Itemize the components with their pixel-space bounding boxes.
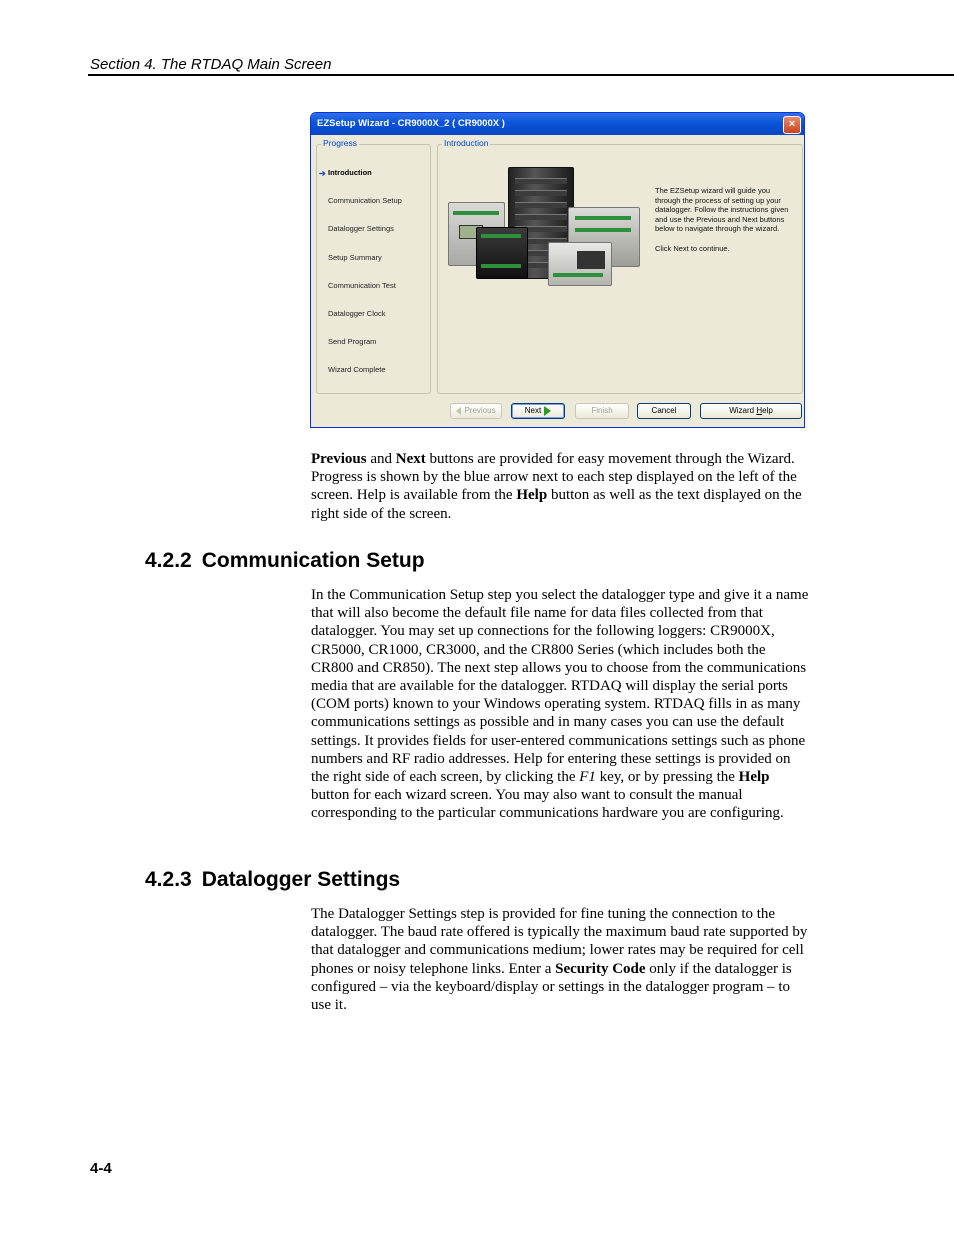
previous-button[interactable]: Previous: [450, 403, 502, 419]
wizard-screenshot: [310, 112, 805, 428]
progress-label: Progress: [323, 138, 358, 148]
page-number: 4-4: [90, 1160, 112, 1177]
wizard-title: EZSetup Wizard - CR9000X_2 ( CR9000X ): [317, 118, 505, 129]
arrow-left-icon: [456, 407, 461, 415]
step-send-program: Send Program: [328, 337, 377, 347]
step-communication-setup: Communication Setup: [328, 196, 402, 206]
section-heading-4-2-3: 4.2.3 Datalogger Settings: [145, 868, 401, 891]
wizard-titlebar: [311, 113, 804, 135]
introduction-text: The EZSetup wizard will guide you through the process of setting up your datalogger. Follow the instructions given and use the Previous and Next buttons below to navigate through the wizard. Click Next to continue.: [655, 186, 789, 253]
arrow-right-icon: ➔: [319, 169, 326, 178]
progress-panel: [316, 138, 431, 394]
header-rule: [88, 74, 954, 76]
datalogger-illustration: [448, 167, 648, 297]
datalogger-settings-paragraph: The Datalogger Settings step is provided for fine tuning the connection to the datalogger. The baud rate offered is typically the maximum baud rate supported by that datalogger and communications medium; lower rates may be required for cell phones or noisy telephone links. Enter a Security Code only if the datalogger is configured – via the keyboard/display or settings in the datalogger program – to use it.: [311, 906, 808, 1014]
step-datalogger-settings: Datalogger Settings: [328, 224, 394, 234]
arrow-right-icon: [544, 406, 551, 416]
step-introduction: ➔ Introduction: [319, 168, 372, 178]
introduction-panel: [437, 138, 803, 394]
introduction-label: Introduction: [444, 138, 489, 148]
next-button[interactable]: Next: [511, 403, 565, 419]
section-heading-4-2-2: 4.2.2 Communication Setup: [145, 549, 425, 572]
caption-paragraph: Previous and Next buttons are provided for easy movement through the Wizard. Progress is shown by the blue arrow next to each step displayed on the left of the screen. Help is available from the Help button as well as the text displayed on the right side of the screen.: [311, 451, 802, 522]
wizard-help-button[interactable]: Wizard Help: [700, 403, 802, 419]
close-icon[interactable]: ×: [783, 116, 801, 134]
finish-button[interactable]: Finish: [575, 403, 629, 419]
step-wizard-complete: Wizard Complete: [328, 365, 386, 375]
running-header: Section 4. The RTDAQ Main Screen: [90, 56, 332, 73]
wizard-button-row: [311, 402, 804, 422]
cancel-button[interactable]: Cancel: [637, 403, 691, 419]
progress-steps: [317, 168, 430, 394]
datalogger-image: [476, 227, 528, 279]
step-communication-test: Communication Test: [328, 280, 396, 290]
communication-setup-paragraph: In the Communication Setup step you select the datalogger type and give it a name that will also become the default file name for data files collected from that datalogger. You may set up connections for the following loggers: CR9000X, CR5000, CR1000, CR3000, and the CR800 Series (which includes both the CR800 and CR850). The next step allows you to choose from the communications media that are available for the datalogger. RTDAQ will display the serial ports (COM ports) known to your Windows operating system. RTDAQ fills in as many communications settings as possible and in many cases you can use the default settings. It provides fields for user-entered communications settings such as phone numbers and RF radio addresses. Help for entering these settings is provided on the right side of each screen, by clicking the F1 key, or by pressing the Help button for each wizard screen. You may also want to consult the manual corresponding to the particular communications hardware you are configuring.: [311, 587, 809, 822]
step-datalogger-clock: Datalogger Clock: [328, 308, 386, 318]
step-setup-summary: Setup Summary: [328, 252, 382, 262]
datalogger-image: [548, 242, 612, 286]
